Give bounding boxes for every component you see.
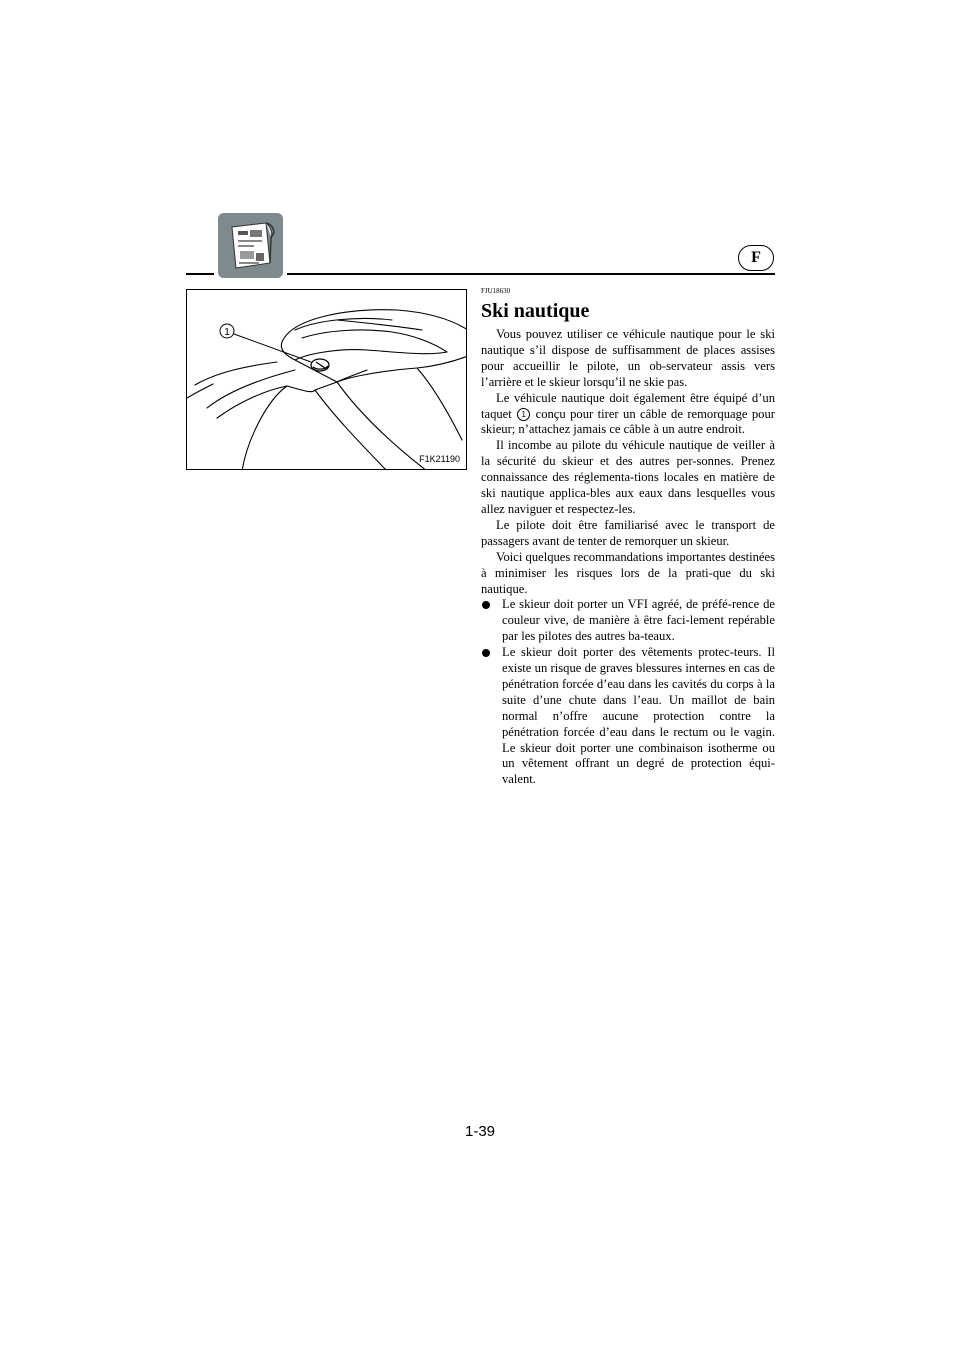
header-rule-right (287, 273, 775, 275)
figure-code: F1K21190 (419, 454, 460, 464)
manual-book-icon (218, 213, 283, 278)
figure-callout-number: 1 (224, 327, 230, 338)
list-item (481, 645, 775, 788)
callout-reference: 1 (517, 408, 530, 421)
section-content (481, 287, 775, 788)
header-rule-left (186, 273, 214, 275)
section-title: Ski nautique (481, 300, 590, 322)
paragraph: Voici quelques recommandations importantes destinées à minimiser les risques lors de la prati-que du ski nautique. (481, 549, 775, 596)
list-item-text: Le skieur doit porter des vêtements protec-teurs. Il existe un risque de graves blessures internes en cas de pénétration forcée d’eau dans les cavités du corps à la suite d’une chute dans l’eau. Un maillot de bain normal n’offre aucune protection contre la pénétration forcée d’eau dans le rectum ou le vagin. Le skieur doit porter une combinaison isotherme ou un vêtement offrant un degré de protection équi-valent. (502, 645, 775, 787)
paragraph-cleat-before: Le véhicule nautique doit également être équipé d’un taquet (481, 390, 775, 421)
paragraph: Le pilote doit être familiarisé avec le transport de passagers avant de tenter de remorquer un skieur. (481, 517, 775, 548)
paragraph-cleat (481, 391, 775, 439)
paragraph: Il incombe au pilote du véhicule nautique de veiller à la sécurité du skieur et des autres per-sonnes. Prenez connaissance des réglementa-tions locales en matière de ski nautique applica-bles aux eaux dans lesquelles vous allez naviguer et respectez-les. (481, 438, 775, 516)
paragraph: Vous pouvez utiliser ce véhicule nautique pour le ski nautique s’il dispose de suffisamment de places assises pour accueillir le pilote, un ob-servateur assis vers l’arrière et le skieur lorsqu’il ne skie pas. (481, 327, 775, 389)
paragraph-cleat-after: conçu pour tirer un câble de remorquage pour skieur; n’attachez jamais ce câble à un autre endroit. (481, 406, 775, 437)
recommendation-list (481, 597, 775, 788)
language-badge: F (738, 245, 774, 271)
list-item (481, 597, 775, 645)
bullet-icon (482, 649, 490, 657)
bullet-icon (482, 601, 490, 609)
section-doc-code: FJU18630 (481, 287, 511, 295)
page-number: 1-39 (464, 1123, 496, 1140)
tow-cleat-illustration (186, 289, 467, 470)
list-item-text: Le skieur doit porter un VFI agréé, de préfé-rence de couleur vive, de manière à être faci-lement repérable par les pilotes des autres ba-teaux. (502, 597, 775, 644)
